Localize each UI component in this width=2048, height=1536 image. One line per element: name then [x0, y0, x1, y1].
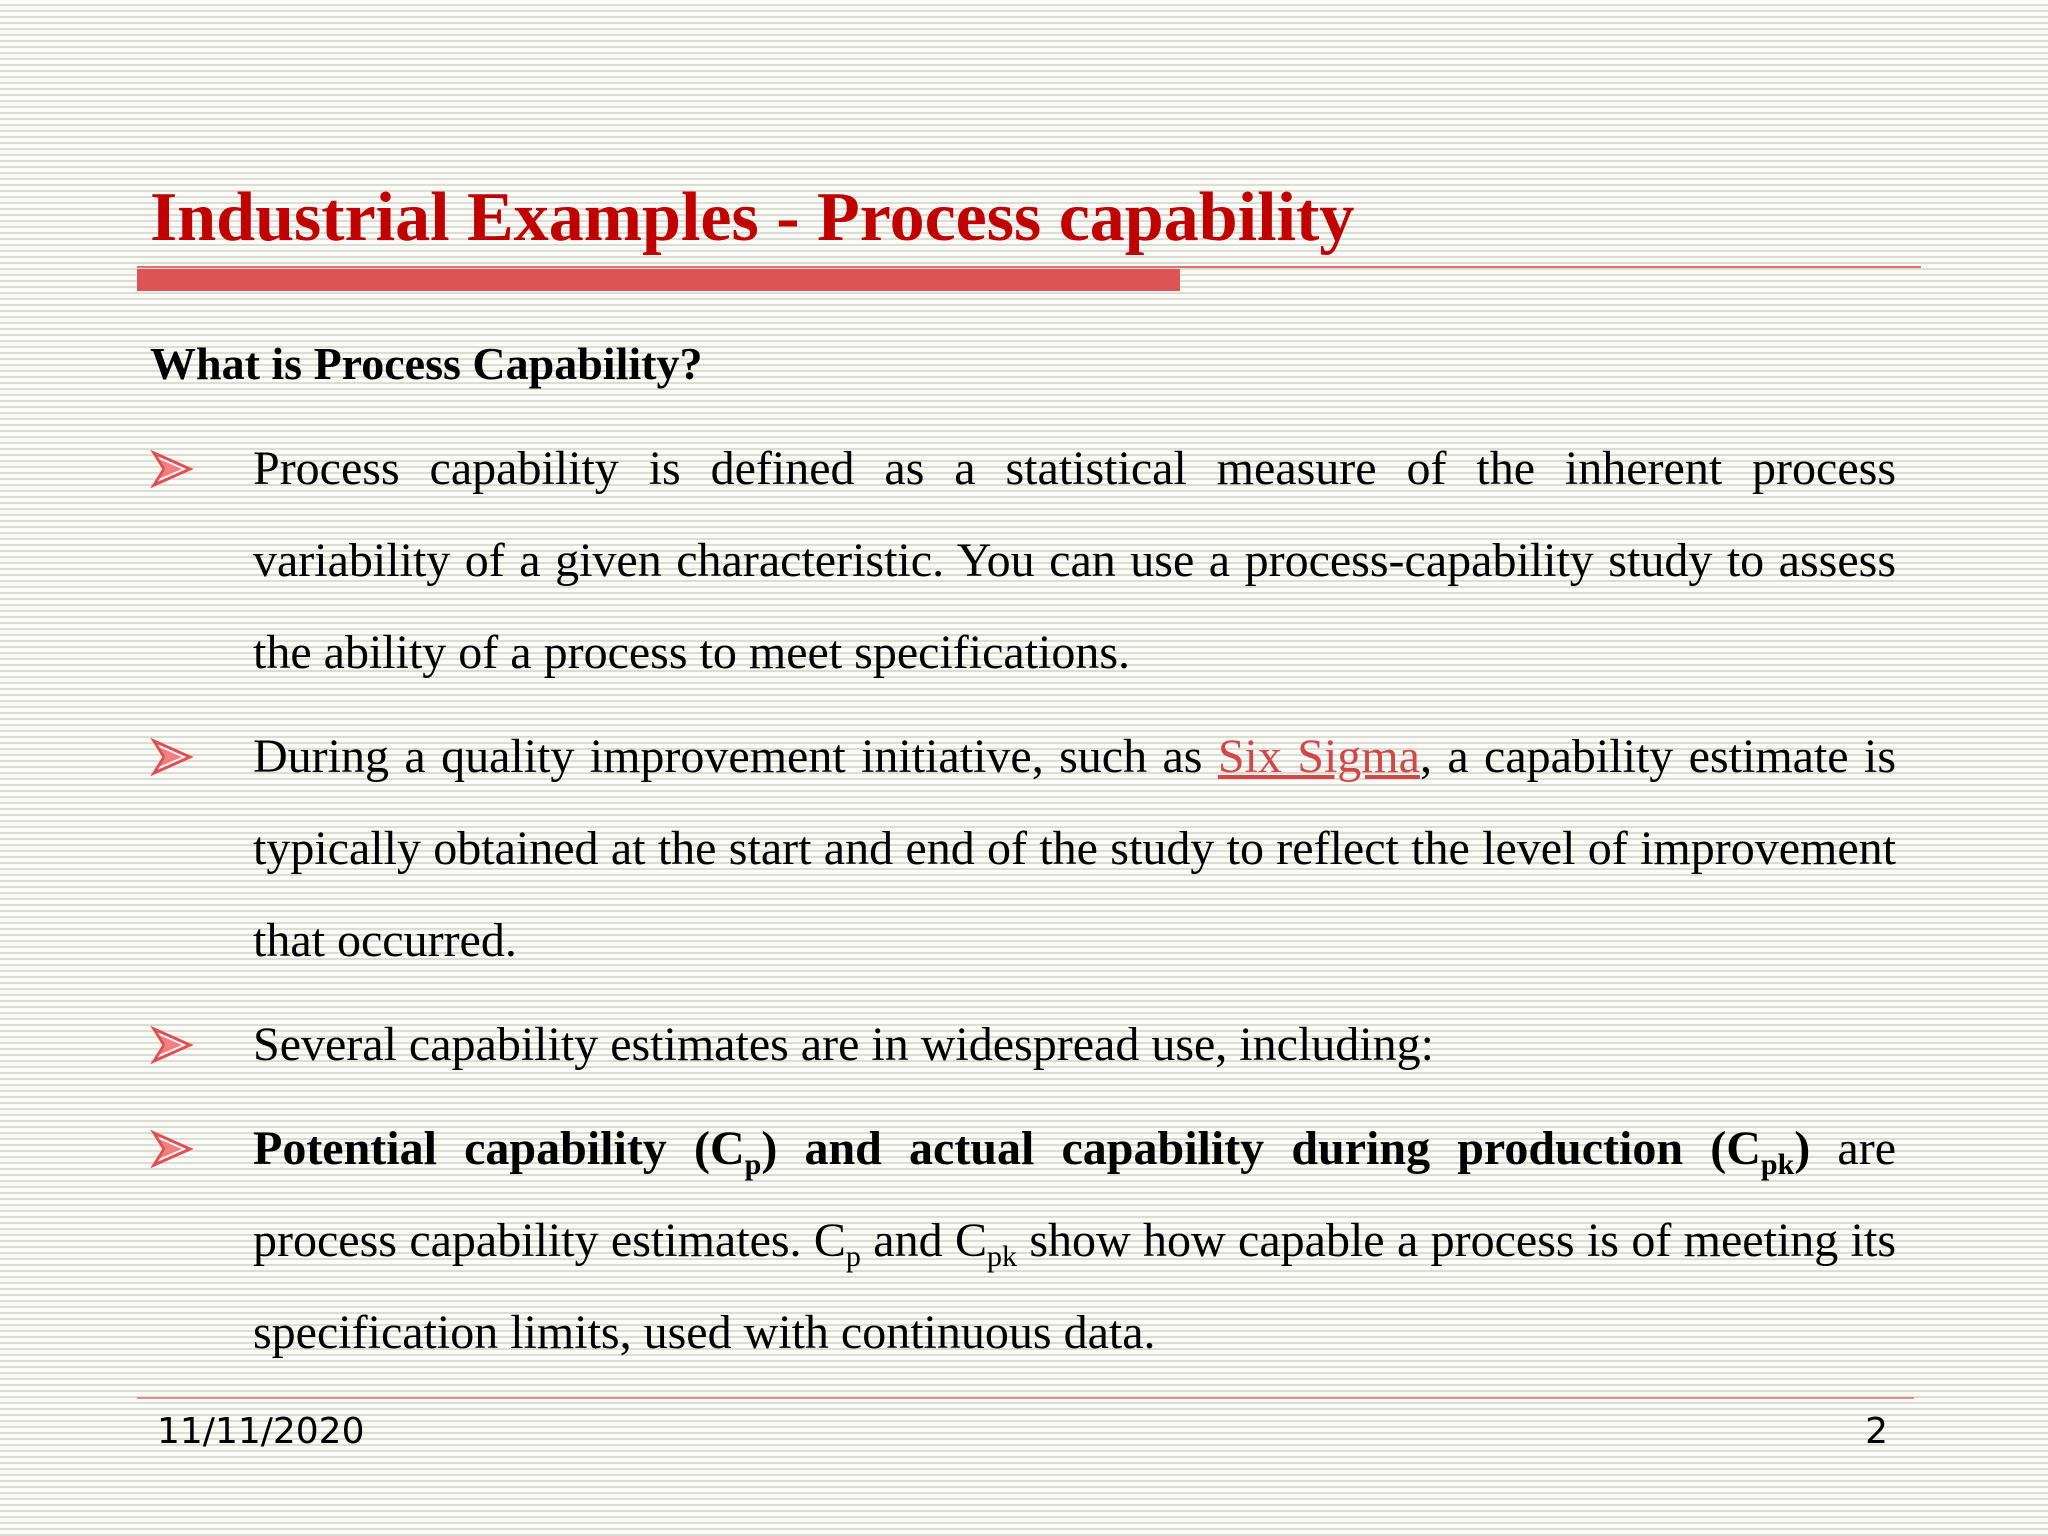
six-sigma-link[interactable]: Six Sigma: [1217, 730, 1420, 783]
arrowhead-bullet-icon: [150, 1127, 194, 1171]
footer-divider: [137, 1397, 1914, 1399]
page-number: 2: [1865, 1411, 1888, 1452]
arrowhead-bullet-icon: [150, 1023, 194, 1067]
slide-title: Industrial Examples - Process capability: [150, 179, 1355, 256]
footer-date: 11/11/2020: [157, 1411, 365, 1452]
arrowhead-bullet-icon: [150, 447, 194, 491]
arrowhead-bullet-icon: [150, 735, 194, 779]
bullet-4-text: Potential capability $(C_p)$ and actual capability during production $(C_{pk})$ are process capability estimates. $C_p$ and $C_{pk}$ show how capable a process is of meeting its specification limits, used with continuous data.: [253, 1122, 1897, 1359]
title-underline-bar: [137, 269, 1180, 291]
bullet-2-text: During a quality improvement initiative, such as Six Sigma, a capability estimate is typically obtained at the start and end of the study to reflect the level of improvement that occurred.: [253, 730, 1896, 967]
section-heading: What is Process Capability?: [150, 338, 703, 389]
bullet-3-text: Several capability estimates are in widespread use, including:: [253, 1018, 1434, 1071]
title-underline-thin: [137, 266, 1921, 268]
capability-terms: Potential capability $(C_p)$ and actual capability during production $(C_{pk})$: [253, 1122, 1811, 1181]
bullet-1-text: Process capability is defined as a statistical measure of the inherent process variability of a given characteristic. You can use a process-capability study to assess the ability of a process to meet specifications.: [253, 442, 1896, 679]
